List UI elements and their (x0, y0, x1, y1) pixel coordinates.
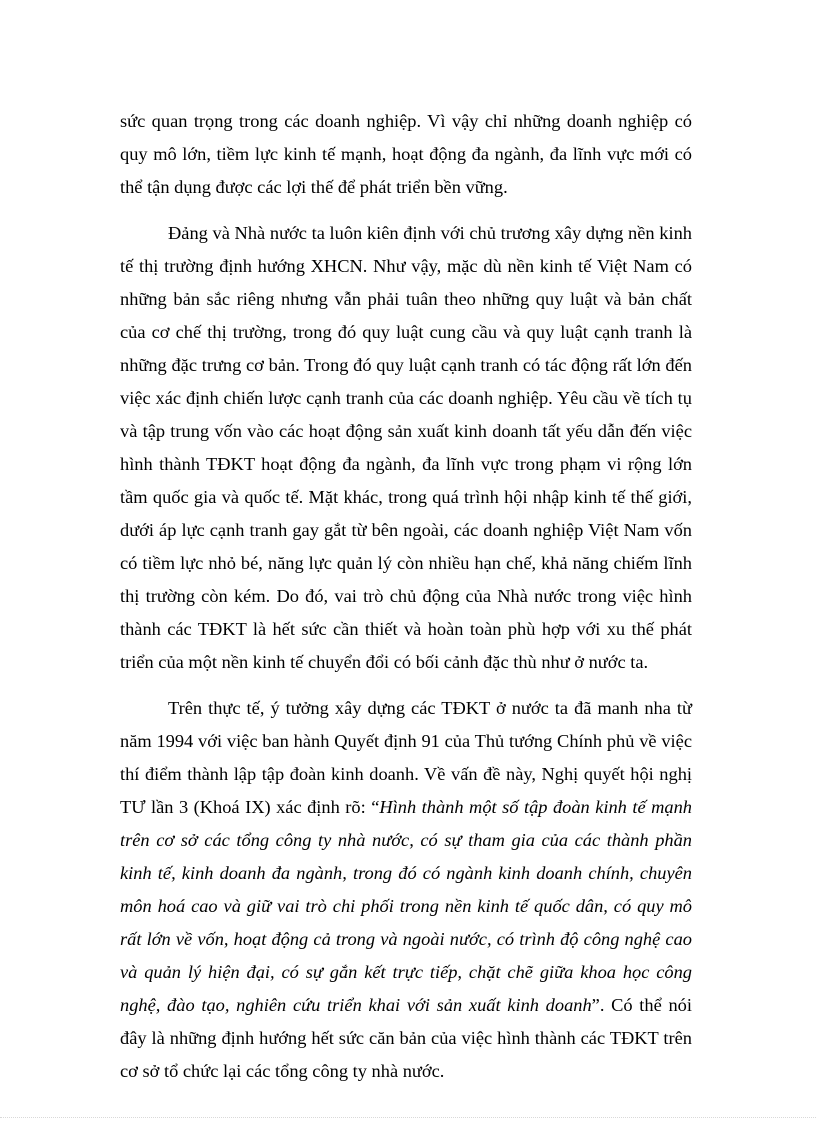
paragraph-1-text: sức quan trọng trong các doanh nghiệp. Vì vậy chỉ những doanh nghiệp có quy mô lớn, tiềm lực kinh tế mạnh, hoạt động đa ngành, đa lĩnh vực mới có thể tận dụng được các lợi thế để phát triển bền vững. (120, 111, 692, 197)
paragraph-3 (120, 692, 692, 1088)
paragraph-2 (120, 217, 692, 679)
paragraph-3-lead: Trên thực tế, ý tưởng xây dựng các TĐKT ở nước ta đã manh nha từ năm 1994 với việc ban hành Quyết định 91 của Thủ tướng Chính phủ về việc thí điểm thành lập tập đoàn kinh doanh. Về vấn đề này, Nghị quyết hội nghị TƯ lần 3 (Khoá IX) xác định rõ: “ (120, 698, 692, 817)
page-bottom-divider (0, 1117, 816, 1118)
paragraph-1 (120, 105, 692, 204)
paragraph-3-tail: ”. Có thể nói đây là những định hướng hết sức căn bản của việc hình thành các TĐKT trên cơ sở tổ chức lại các tổng công ty nhà nước. (120, 995, 692, 1081)
paragraph-2-text: Đảng và Nhà nước ta luôn kiên định với chủ trương xây dựng nền kinh tế thị trường định hướng XHCN. Như vậy, mặc dù nền kinh tế Việt Nam có những bản sắc riêng nhưng vẫn phải tuân theo những quy luật và bản chất của cơ chế thị trường, trong đó quy luật cung cầu và quy luật cạnh tranh là những đặc trưng cơ bản. Trong đó quy luật cạnh tranh có tác động rất lớn đến việc xác định chiến lược cạnh tranh của các doanh nghiệp. Yêu cầu về tích tụ và tập trung vốn vào các hoạt động sản xuất kinh doanh tất yếu dẫn đến việc hình thành TĐKT hoạt động đa ngành, đa lĩnh vực trong phạm vi rộng lớn tầm quốc gia và quốc tế. Mặt khác, trong quá trình hội nhập kinh tế thế giới, dưới áp lực cạnh tranh gay gắt từ bên ngoài, các doanh nghiệp Việt Nam vốn có tiềm lực nhỏ bé, năng lực quản lý còn nhiều hạn chế, khả năng chiếm lĩnh thị trường còn kém. Do đó, vai trò chủ động của Nhà nước trong việc hình thành các TĐKT là hết sức cần thiết và hoàn toàn phù hợp với xu thế phát triển của một nền kinh tế chuyển đổi có bối cảnh đặc thù như ở nước ta. (120, 223, 692, 672)
resolution-quote: Hình thành một số tập đoàn kinh tế mạnh trên cơ sở các tổng công ty nhà nước, có sự tham gia của các thành phần kinh tế, kinh doanh đa ngành, trong đó có ngành kinh doanh chính, chuyên môn hoá cao và giữ vai trò chi phối trong nền kinh tế quốc dân, có quy mô rất lớn về vốn, hoạt động cả trong và ngoài nước, có trình độ công nghệ cao và quản lý hiện đại, có sự gắn kết trực tiếp, chặt chẽ giữa khoa học công nghệ, đào tạo, nghiên cứu triển khai với sản xuất kinh doanh (120, 797, 692, 1015)
